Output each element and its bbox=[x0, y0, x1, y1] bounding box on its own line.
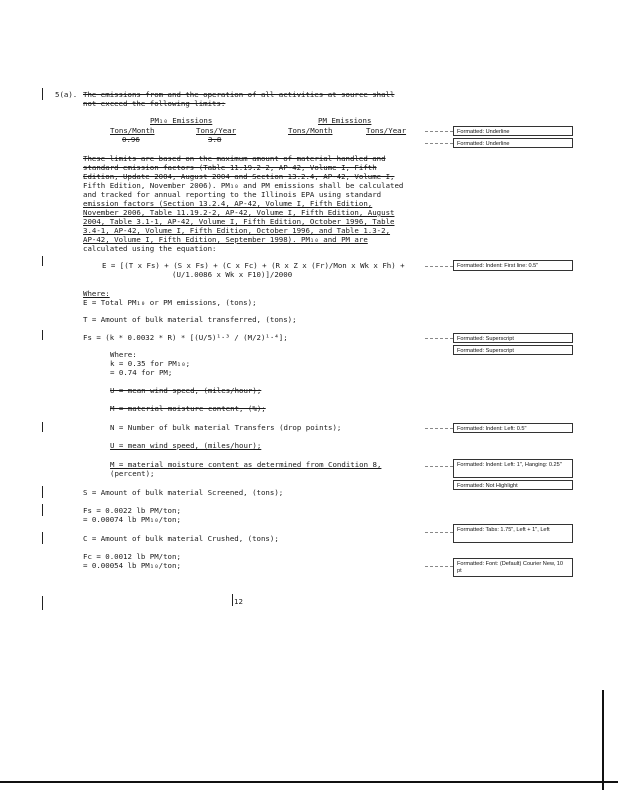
change-bar bbox=[232, 594, 233, 606]
table-column-header: Tons/Year bbox=[366, 126, 407, 135]
definition-m: (percent); bbox=[110, 469, 155, 478]
section-label: 5(a). bbox=[55, 90, 78, 99]
comment-balloon[interactable]: Formatted: Indent: First line: 0.5" bbox=[453, 260, 573, 271]
comment-leader bbox=[425, 566, 453, 567]
table-column-header: Tons/Year bbox=[196, 126, 237, 135]
definition-e: E = Total PM₁₀ or PM emissions, (tons); bbox=[83, 298, 257, 307]
table-column-header: Tons/Month bbox=[288, 126, 333, 135]
change-bar bbox=[42, 596, 43, 610]
equation-line: E = [(T x Fs) + (S x Fs) + (C x Fc) + (R x Z x (Fr)/Mon x Wk x Fh) + bbox=[102, 261, 405, 270]
comment-balloon[interactable]: Formatted: Tabs: 1.75", Left + 1", Left bbox=[453, 524, 573, 543]
change-bar bbox=[42, 330, 43, 340]
comment-balloon[interactable]: Formatted: Superscript bbox=[453, 345, 573, 355]
equation-line: (U/1.0086 x Wk x F10)]/2000 bbox=[172, 270, 293, 279]
intro-line: The emissions from and the operation of all activities at source shall bbox=[83, 90, 395, 99]
table-header-pm10: PM₁₀ Emissions bbox=[150, 116, 213, 125]
definition-m: M = material moisture content as determined from Condition 8, bbox=[110, 460, 382, 469]
para-line: Fifth Edition, November 2006). PM₁₀ and PM emissions shall be calculated bbox=[83, 181, 404, 190]
definition-m-deleted: M = material moisture content, (%); bbox=[110, 404, 266, 413]
comment-leader bbox=[425, 466, 453, 467]
definition-u: U = mean wind speed, (miles/hour); bbox=[110, 441, 262, 450]
definition-u-deleted: U = mean wind speed, (miles/hour); bbox=[110, 386, 262, 395]
page-edge-line bbox=[602, 690, 604, 790]
comment-leader bbox=[425, 131, 453, 132]
para-line: AP-42, Volume I, Fifth Edition, September 1998). PM₁₀ and PM are bbox=[83, 235, 368, 244]
change-bar bbox=[42, 486, 43, 498]
para-line: 3.4-1, AP-42, Volume I, Fifth Edition, October 1996, and Table 1.3-2, bbox=[83, 226, 391, 235]
where-label: Where: bbox=[83, 289, 110, 298]
comment-leader bbox=[425, 532, 453, 533]
table-cell: 3.8 bbox=[208, 135, 222, 144]
comment-balloon[interactable]: Formatted: Not Highlight bbox=[453, 480, 573, 490]
comment-leader bbox=[425, 338, 453, 339]
sub-where-label: Where: bbox=[110, 350, 137, 359]
comment-balloon[interactable]: Formatted: Superscript bbox=[453, 333, 573, 343]
para-line: emission factors (Section 13.2.4, AP-42, Volume I, Fifth Edition, bbox=[83, 199, 373, 208]
comment-leader bbox=[425, 143, 453, 144]
definition-fc: = 0.00054 lb PM₁₀/ton; bbox=[83, 561, 181, 570]
change-bar bbox=[42, 504, 43, 516]
comment-balloon[interactable]: Formatted: Indent: Left: 1", Hanging: 0.25" bbox=[453, 459, 573, 478]
para-line: November 2006, Table 11.19.2-2, AP-42, Volume I, Fifth Edition, August bbox=[83, 208, 395, 217]
intro-line: not exceed the following limits: bbox=[83, 99, 226, 108]
para-line: standard emission factors (Table 11.19.2-2, AP-42, Volume I, Fifth bbox=[83, 163, 377, 172]
table-header-pm: PM Emissions bbox=[318, 116, 372, 125]
definition-c: C = Amount of bulk material Crushed, (tons); bbox=[83, 534, 279, 543]
change-bar bbox=[42, 88, 43, 100]
comment-balloon[interactable]: Formatted: Underline bbox=[453, 138, 573, 148]
table-cell: 0.96 bbox=[122, 135, 140, 144]
para-line: Edition, Update 2004, August 2004 and Section 13.2.4, AP-42, Volume I, bbox=[83, 172, 395, 181]
comment-leader bbox=[425, 266, 453, 267]
comment-balloon[interactable]: Formatted: Underline bbox=[453, 126, 573, 136]
comment-leader bbox=[425, 428, 453, 429]
change-bar bbox=[42, 422, 43, 432]
definition-n: N = Number of bulk material Transfers (drop points); bbox=[110, 423, 342, 432]
definition-s: S = Amount of bulk material Screened, (tons); bbox=[83, 488, 284, 497]
change-bar bbox=[42, 256, 43, 266]
comment-balloon[interactable]: Formatted: Font: (Default) Courier New, 10 pt bbox=[453, 558, 573, 577]
page-number: 12 bbox=[234, 597, 243, 606]
definition-fc: Fc = 0.0012 lb PM/ton; bbox=[83, 552, 181, 561]
para-line: These limits are based on the maximum amount of material handled and bbox=[83, 154, 386, 163]
para-line: 2004, Table 3.1-1, AP-42, Volume I, Fifth Edition, October 1996, Table bbox=[83, 217, 395, 226]
para-line: and tracked for annual reporting to the Illinois EPA using standard bbox=[83, 190, 382, 199]
change-bar bbox=[42, 532, 43, 544]
page-edge-line bbox=[0, 781, 618, 783]
definition-t: T = Amount of bulk material transferred, (tons); bbox=[83, 315, 297, 324]
para-line: calculated using the equation: bbox=[83, 244, 217, 253]
definition-k: = 0.74 for PM; bbox=[110, 368, 173, 377]
definition-fs: Fs = (k * 0.0032 * R) * [(U/5)¹·³ / (M/2)¹·⁴]; bbox=[83, 333, 288, 342]
definition-fs-screen: Fs = 0.0022 lb PM/ton; bbox=[83, 506, 181, 515]
definition-fs-screen: = 0.00074 lb PM₁₀/ton; bbox=[83, 515, 181, 524]
definition-k: k = 0.35 for PM₁₀; bbox=[110, 359, 191, 368]
table-column-header: Tons/Month bbox=[110, 126, 155, 135]
comment-balloon[interactable]: Formatted: Indent: Left: 0.5" bbox=[453, 423, 573, 433]
